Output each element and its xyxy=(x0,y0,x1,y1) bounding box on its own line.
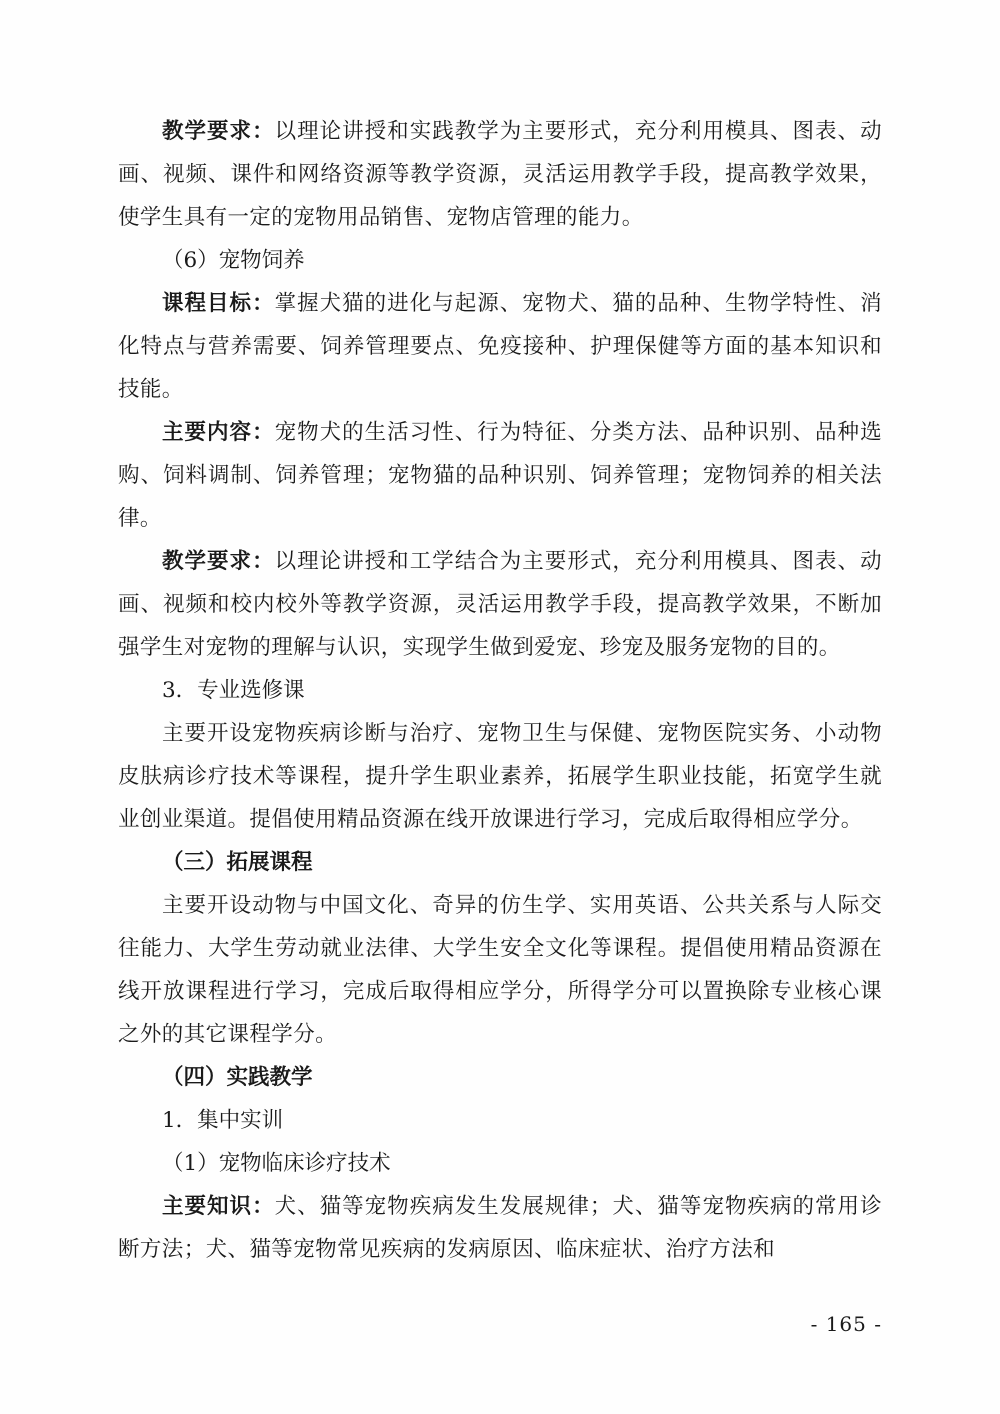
heading-practical-teaching: （四）实践教学 xyxy=(162,1065,313,1090)
paragraph-lead-label: 主要知识： xyxy=(162,1194,275,1219)
page-content xyxy=(118,110,882,1271)
paragraph-body: 犬、猫等宠物疾病发生发展规律；犬、猫等宠物疾病的常用诊断方法；犬、猫等宠物常见疾病的发病原因、临床症状、治疗方法和 xyxy=(118,1194,882,1262)
paragraph-body: 掌握犬猫的进化与起源、宠物犬、猫的品种、生物学特性、消化特点与营养需要、饲养管理要点、免疫接种、护理保健等方面的基本知识和技能。 xyxy=(118,291,882,402)
subheading-pet-feeding: （6）宠物饲养 xyxy=(162,248,305,273)
paragraph-body: 以理论讲授和工学结合为主要形式，充分利用模具、图表、动画、视频和校内校外等教学资源，灵活运用教学手段，提高教学效果，不断加强学生对宠物的理解与认识，实现学生做到爱宠、珍宠及服务宠物的目的。 xyxy=(118,549,882,660)
paragraph-lead-label: 主要内容： xyxy=(162,420,275,445)
paragraph-teaching-requirements-1 xyxy=(118,110,882,239)
subheading-professional-electives: 3．专业选修课 xyxy=(162,678,305,703)
paragraph-main-knowledge xyxy=(118,1185,882,1271)
paragraph-electives-body: 主要开设宠物疾病诊断与治疗、宠物卫生与保健、宠物医院实务、小动物皮肤病诊疗技术等课程，提升学生职业素养，拓展学生职业技能，拓宽学生就业创业渠道。提倡使用精品资源在线开放课进行学习，完成后取得相应学分。 xyxy=(118,721,882,832)
paragraph-lead-label: 教学要求： xyxy=(162,549,275,574)
paragraph-teaching-requirements-2 xyxy=(118,540,882,669)
paragraph-main-content xyxy=(118,411,882,540)
paragraph-lead-label: 教学要求： xyxy=(162,119,275,144)
page-number: - 165 - xyxy=(810,1312,882,1336)
paragraph-body: 宠物犬的生活习性、行为特征、分类方法、品种识别、品种选购、饲料调制、饲养管理；宠物猫的品种识别、饲养管理；宠物饲养的相关法律。 xyxy=(118,420,882,531)
subheading-clinical-diagnosis-tech: （1）宠物临床诊疗技术 xyxy=(162,1151,391,1176)
paragraph-course-objective xyxy=(118,282,882,411)
paragraph-extension-body: 主要开设动物与中国文化、奇异的仿生学、实用英语、公共关系与人际交往能力、大学生劳动就业法律、大学生安全文化等课程。提倡使用精品资源在线开放课程进行学习，完成后取得相应学分，所得学分可以置换除专业核心课之外的其它课程学分。 xyxy=(118,893,882,1047)
paragraph-body: 以理论讲授和实践教学为主要形式，充分利用模具、图表、动画、视频、课件和网络资源等教学资源，灵活运用教学手段，提高教学效果，使学生具有一定的宠物用品销售、宠物店管理的能力。 xyxy=(118,119,882,230)
heading-extension-courses: （三）拓展课程 xyxy=(162,850,313,875)
paragraph-lead-label: 课程目标： xyxy=(162,291,275,316)
subheading-intensive-training: 1．集中实训 xyxy=(162,1108,284,1133)
